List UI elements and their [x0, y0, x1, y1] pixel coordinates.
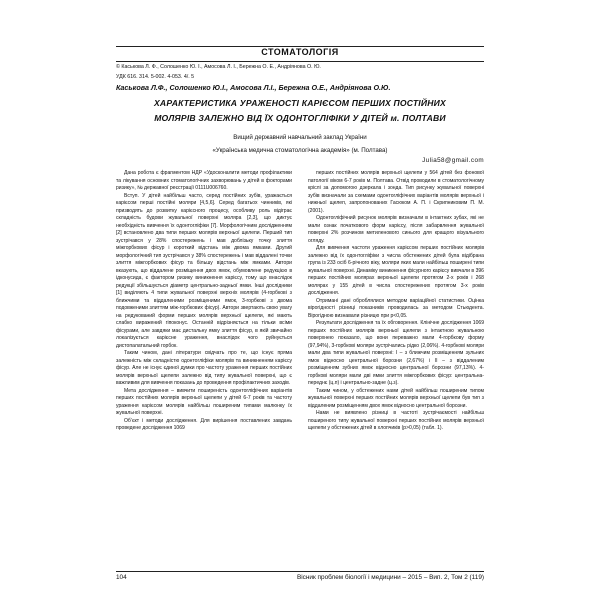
- affiliation-line-2: «Українська медична стоматологічна академія» (м. Полтава): [212, 147, 388, 154]
- article-title: [116, 96, 484, 126]
- copyright-line: © Каськова Л. Ф., Солошенко Ю. І., Амосова Л. І., Бережна О. Е., Андріянова О. Ю.: [116, 64, 321, 70]
- udk-code: УДК 616. 314. 5-002. 4-053. 4/. 5: [116, 74, 195, 80]
- header-rule-bottom: [116, 61, 484, 62]
- paragraph: Таким чином, у обстежених нами дітей найбільш поширеним типом жувальної поверхні перших постійних молярів верхньої щелепи був тип з віддаленим розміщенням двох ямок відносно центральної борозни.: [308, 387, 484, 409]
- paragraph: перших постійних молярів верхньої щелепи у 564 дітей без фонової патології віком 6-7 років м. Полтава. Отвід проводили в стоматологічному кріслі за допомогою дзеркала і зонда. Тип рисунку жувальної поверхні зубів визначали за схемами одонтогліфічних варіантів молярів верхньої і нижньої щелеп, запропонованих Гасюком А. П. і Скрипниковим П. М. (2001).: [308, 170, 484, 214]
- body-column-left: [116, 170, 292, 433]
- page-number: 104: [116, 574, 127, 581]
- paragraph: Отримані дані оброблялися методом варіаційної статистики. Оцінка вірогідності різниці показників проводилась за методом Стьюдента. Вірогідною визнавали різницю при р<0,05.: [308, 297, 484, 319]
- section-title: СТОМАТОЛОГІЯ: [261, 47, 339, 57]
- paragraph: Одонтогліфічний рисунок молярів визначали в інтактних зубах, які не мали ознак початкового форм карієсу, після забарвлення жувальної поверхні 2% розчином метиленового синього для кращого візуального огляду.: [308, 215, 484, 244]
- paragraph: Мета дослідження – вивчити поширеність одонтогліфічних варіантів перших постійних молярів верхньої щелепи у дітей 6-7 років та частоту ураження карієсом молярів найбільш поширеним типами малюнку їх жувальної поверхні.: [116, 387, 292, 416]
- title-line-1: ХАРАКТЕРИСТИКА УРАЖЕНОСТІ КАРІЄСОМ ПЕРШИХ ПОСТІЙНИХ: [154, 98, 446, 108]
- title-line-2: МОЛЯРІВ ЗАЛЕЖНО ВІД ЇХ ОДОНТОГЛІФІКИ У ДІТЕЙ м. ПОЛТАВИ: [154, 113, 446, 123]
- paragraph: Об’єкт і методи дослідження. Для вирішення поставлених завдань проведене дослідження 1069: [116, 417, 292, 431]
- affiliation-line-1: Вищий державний навчальний заклад України: [233, 134, 367, 141]
- paragraph: Нами не виявлено різниці в частоті зустрічаємості найбільш поширеного типу жувальної поверхні перших постійних молярів верхньої щелепи у обстежених дітей в хлопчиків (р>0,05) (табл. 1).: [308, 410, 484, 431]
- authors: Каськова Л.Ф., Солошенко Ю.І., Амосова Л.І., Бережна О.Е., Андріянова О.Ю.: [116, 83, 391, 92]
- footer-rule: [116, 571, 484, 572]
- body-column-right: [308, 170, 484, 433]
- journal-name: Вісник проблем біології і медицини – 2015 – Вип. 2, Том 2 (119): [297, 574, 484, 581]
- paragraph: Результати дослідження та їх обговорення. Клінічне дослідження 1069 перших постійних молярів верхньої щелепи з інтактною жувальною поверхнею показало, що вони переважно мали 4-горбкову форму (97,94%), 3-горбкові моляри зустрічались рідко (2,06%). 4-горбкові моляри мали два типи жувальної поверхні: І – з ближчим розміщенням зульних ямок відносно центральної борозни (2,67%) і ІІ – з віддаленим розміщенням зубних ямок відносно центральної борозни (97,13%). 4-горбкові моляри мали дві ямки злиття міжгорбкових фісур: центральна-переднє (ц.п) і центрально-задне (ц.з).: [308, 320, 484, 386]
- paragraph: Таким чином, дані літератури свідчать про те, що існує пряма залежність між складністю одонтогліфіки молярів та виникненням карієсу фісур. Але не існує єдиної думки про частоту ураження перших постійних молярів верхньої щелепи залежно від типу жувальної поверхні, що є важливим для вивчення показань до проведення профілактичних заходів.: [116, 350, 292, 386]
- paragraph: Вступ. У дітей найбільш часто, серед постійних зубів, уражається карієсом перші постійні моляри [4,5,6]. Серед багатьох чинників, які призводять до розвитку карієсного процесу, особливу роль відіграє складність будови жувальної поверхні моляра [2,3], що диктує необхідність вивчення їх одонтогліфіки [7]. Морфологічним дослідженням [2] встановлено два типи перших молярів верхньої щелепи. Перший тип зустрічався у 28% спостережень і мав доблізьку точку злиття міжгорбкових фісур і короткий відстань між двома ямками. Другий морфологічний тип зустрічався у 38% спостережень і мав віддалені точки злиття міжгорбкових фісур та більшу відстань між ямками. Автори вказують, що віддалене розміщення двох ямок, обумовлене редукцією в ідконусида, є фактором ризику виникнення карієсу, тому що внаслідок редукції збільшується діаметр центрально-задньої ямки. Інші дослідники [1] виділяють 4 типи жувальної поверхні верхніх молярів (4-горбкові з ближчими та віддаленими розміщеними ямок, 3-горбкові з двома подовженими злиттям між-горбкових фісур). Автори звертають свою увагу на редукований форми перших молярів верхньої щелепи, які мають слабко виражений гіпоконус. Останній відрізняється на тільки всіми фісурами, але завдяки має дистальну ямку злиття фісур, в якій звичайно локалізується карієсне ураження, внаслідок чого руйнується дистопалатальний горбок.: [116, 192, 292, 349]
- author-email: Julia58@gmail.com: [422, 157, 484, 164]
- paragraph: Для вивчення частоти ураження карієсом перших постійних молярів залежно від їх одонтогліфіки з числа обстежених дітей була відібрана група із 233 осіб 6-річного віку, моляри яких мали найбільш поширені типи жувальної поверхні. Динаміку виникнення фісурного карієсу вивчали в 396 перших постійних молярах верхньої щелепи протягом 2-х років і 268 молярах у 155 дітей в числа спостережених протягом 3-х років дослідження.: [308, 245, 484, 296]
- paragraph: Дана робота є фрагментом НДР «Удосконалити методи профілактики та лікування основних стоматологічних захворювань у дітей в фокторами ризику», № державної реєстрації 0111U006760.: [116, 170, 292, 191]
